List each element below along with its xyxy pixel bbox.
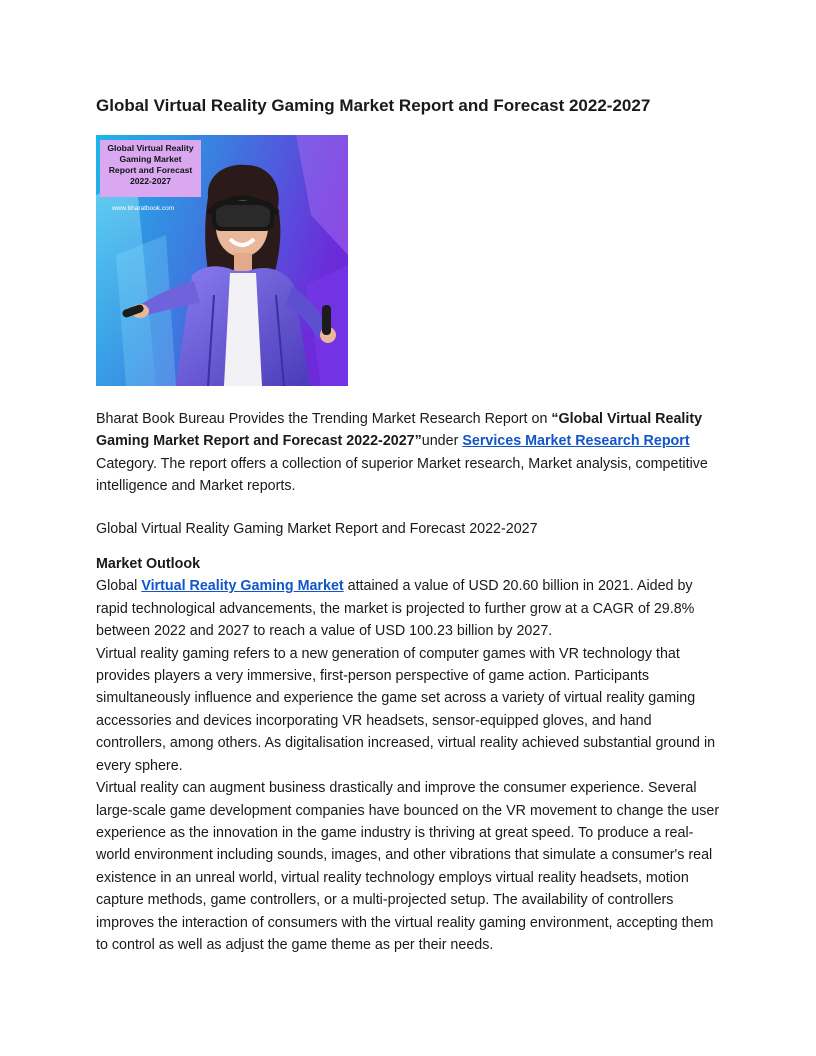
vr-gaming-market-link[interactable]: Virtual Reality Gaming Market bbox=[141, 578, 344, 595]
intro-text: Bharat Book Bureau Provides the Trending Market Research Report on bbox=[96, 411, 552, 427]
cover-title-label bbox=[100, 140, 201, 197]
market-outlook-paragraph-2: Virtual reality gaming refers to a new generation of computer games with VR technology that provides players a very immersive, first-person perspective of game action. Participants simultaneously influence and experience the game set across a variety of virtual reality gaming accessories and devices incorporating VR headsets, sensor-equipped gloves, and hand controllers, among others. As digitalisation increased, virtual reality achieved substantial ground in every sphere. bbox=[96, 645, 716, 774]
intro-report-title: “Global Virtual Reality Gaming Market Report and Forecast 2022-2027” bbox=[96, 411, 703, 450]
report-title-repeat: Global Virtual Reality Gaming Market Report and Forecast 2022-2027 bbox=[96, 520, 538, 537]
document-title: Global Virtual Reality Gaming Market Report and Forecast 2022-2027 bbox=[96, 96, 651, 115]
p1-text-before: Global bbox=[96, 578, 142, 595]
market-outlook-paragraph-3: Virtual reality can augment business drastically and improve the consumer experience. Several large-scale game development companies have bounced on the VR movement to change the user experience as the innovation in the game industry is thriving at great speed. To produce a real-world environment including sounds, images, and other vibrations that simulate a consumer's real existence in an unreal world, virtual reality technology employs virtual reality headsets, motion capture methods, game controllers, or a multi-projected setup. The availability of controllers improves the interaction of consumers with the virtual reality gaming environment, accepting them to control as well as adjust the game theme as per their needs. bbox=[96, 780, 720, 953]
cover-label-line: Report and Forecast bbox=[108, 165, 193, 175]
report-cover-image bbox=[96, 135, 348, 386]
p1-text-after: attained a value of USD 20.60 billion in 2021. Aided by rapid technological advancements, the market is projected to further grow at a CAGR of 29.8% between 2022 and 2027 to reach a value of USD 100.23 billion by 2027. bbox=[96, 578, 695, 640]
market-outlook-heading: Market Outlook bbox=[96, 556, 201, 573]
intro-paragraph bbox=[96, 408, 720, 498]
services-report-link[interactable]: Services Market Research Report bbox=[462, 433, 690, 450]
market-outlook-paragraph-1 bbox=[96, 575, 720, 642]
cover-label-line: Gaming Market bbox=[119, 154, 182, 164]
cover-label-line: Global Virtual Reality bbox=[107, 143, 194, 153]
cover-label-line: 2022-2027 bbox=[129, 176, 172, 186]
intro-text-mid: under bbox=[421, 433, 463, 450]
cover-website: www.bharatbook.com bbox=[112, 205, 175, 212]
intro-text-after: Category. The report offers a collection of superior Market research, Market analysis, competitive intelligence and Market reports. bbox=[96, 455, 708, 495]
document-page bbox=[96, 94, 720, 956]
